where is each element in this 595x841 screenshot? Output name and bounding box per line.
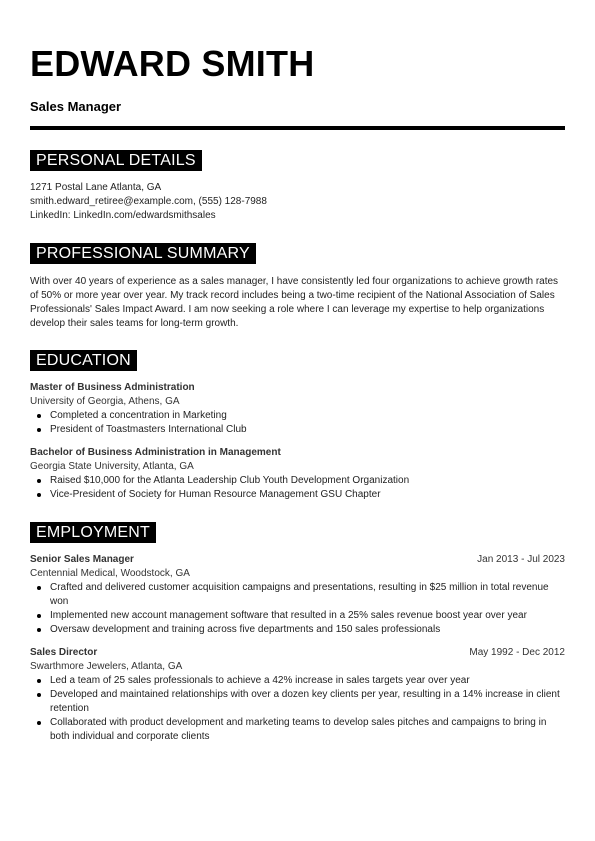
employment-header-row [30,553,565,567]
personal-details-block [30,181,565,223]
linkedin-text: LinkedIn: LinkedIn.com/edwardsmithsales [30,210,216,221]
summary-block [30,275,565,331]
employment-entry [30,553,565,637]
degree-title: Master of Business Administration [30,382,195,393]
bullet-item: Implemented new account management software that resulted in a 25% sales revenue boost year over year [30,609,565,623]
address-text: 1271 Postal Lane Atlanta, GA [30,182,162,193]
bullet-item: Developed and maintained relationships with over a dozen key clients per year, resulting in a 14% increase in client retention [30,688,565,716]
bullet-item: Led a team of 25 sales professionals to achieve a 42% increase in sales targets year over year [30,674,565,688]
section-heading-employment: EMPLOYMENT [30,522,156,543]
education-entry [30,446,565,502]
candidate-name: EDWARD SMITH [30,43,315,84]
header-divider [30,126,565,130]
school-name: University of Georgia, Athens, GA [30,396,180,407]
bullet-item: Raised $10,000 for the Atlanta Leadership Club Youth Development Organization [30,474,565,488]
degree-title: Bachelor of Business Administration in Management [30,447,281,458]
employment-dates: May 1992 - Dec 2012 [469,647,565,658]
bullet-item: Collaborated with product development and marketing teams to develop sales pitches and campaigns to bring in both individual and corporate clients [30,716,565,744]
role-title: Senior Sales Manager [30,554,134,565]
employment-dates: Jan 2013 - Jul 2023 [477,554,565,565]
bullet-item: President of Toastmasters International Club [30,423,565,437]
school-name: Georgia State University, Atlanta, GA [30,461,194,472]
education-entry [30,381,565,437]
section-heading-personal-details: PERSONAL DETAILS [30,150,202,171]
job-title: Sales Manager [30,99,122,114]
education-bullets [30,474,565,502]
employment-bullets [30,674,565,744]
section-heading-education: EDUCATION [30,350,137,371]
contact-text: smith.edward_retiree@example.com, (555) 128-7988 [30,196,267,207]
employment-header-row [30,646,565,660]
employment-entry [30,646,565,744]
summary-text: With over 40 years of experience as a sales manager, I have consistently led four organizations to achieve growth rates of 50% or more year over year. My track record includes being a two-time recipient of the National Association of Sales Professionals' Sales Impact Award. I am now seeking a role where I can leverage my expertise to help organizations develop their sales teams for long-term growth. [30,276,559,329]
bullet-item: Oversaw development and training across five departments and 150 sales professionals [30,623,565,637]
role-title: Sales Director [30,647,98,658]
bullet-item: Vice-President of Society for Human Resource Management GSU Chapter [30,488,565,502]
bullet-item: Crafted and delivered customer acquisition campaigns and presentations, resulting in $25 million in total revenue won [30,581,565,609]
employment-bullets [30,581,565,637]
section-heading-summary: PROFESSIONAL SUMMARY [30,243,256,264]
bullet-item: Completed a concentration in Marketing [30,409,565,423]
education-bullets [30,409,565,437]
company-name: Swarthmore Jewelers, Atlanta, GA [30,661,183,672]
company-name: Centennial Medical, Woodstock, GA [30,568,190,579]
